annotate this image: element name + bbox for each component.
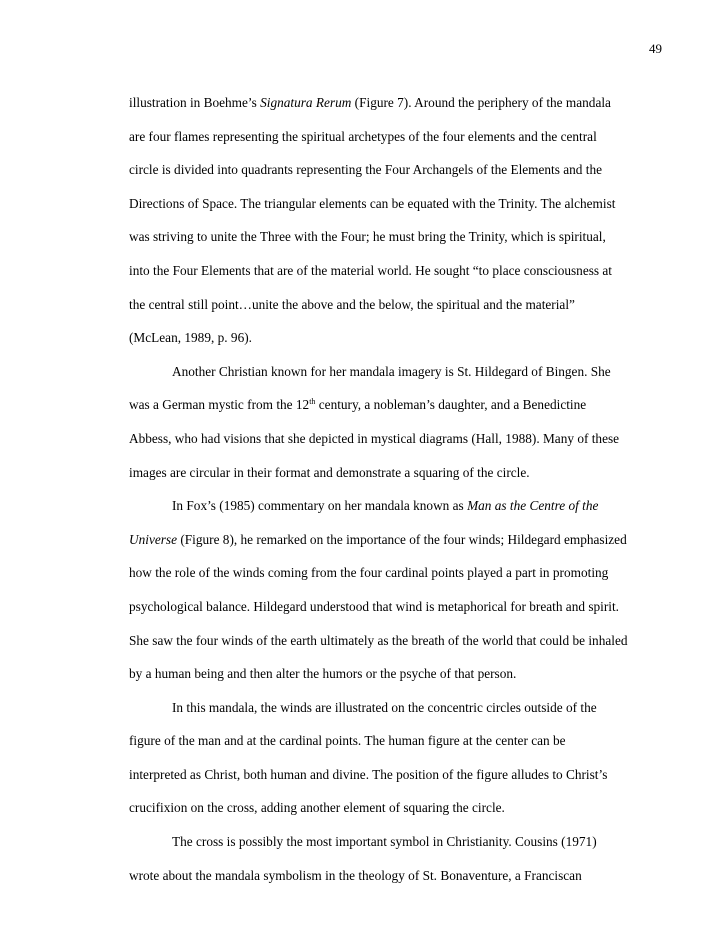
- text-segment: Directions of Space. The triangular elements can be equated with the Trinity. The alchemist: [129, 195, 616, 211]
- superscript-text: th: [309, 397, 316, 407]
- text-segment: by a human being and then alter the humors or the psyche of that person.: [129, 666, 517, 682]
- italic-text: Universe: [129, 531, 177, 547]
- text-line: [129, 590, 664, 624]
- text-line: [129, 859, 664, 893]
- text-segment: She saw the four winds of the earth ultimately as the breath of the world that could be inhaled: [129, 632, 628, 648]
- text-line: [129, 321, 664, 355]
- text-line: [129, 254, 664, 288]
- text-segment: (McLean, 1989, p. 96).: [129, 330, 252, 346]
- text-segment: (Figure 7). Around the periphery of the mandala: [351, 95, 611, 110]
- text-line: [129, 153, 664, 187]
- text-segment: psychological balance. Hildegard understood that wind is metaphorical for breath and spirit.: [129, 598, 619, 614]
- text-line: [129, 523, 664, 557]
- text-segment: illustration in Boehme’s: [129, 95, 261, 110]
- text-segment: how the role of the winds coming from the four cardinal points played a part in promoting: [129, 565, 609, 581]
- text-segment: was striving to unite the Three with the Four; he must bring the Trinity, which is spiritual,: [129, 229, 606, 245]
- text-line: [129, 120, 664, 154]
- text-segment: the central still point…unite the above and the below, the spiritual and the material”: [129, 296, 575, 312]
- text-segment: (Figure 8), he remarked on the importance of the four winds; Hildegard emphasized: [177, 531, 627, 547]
- text-segment: are four flames representing the spiritual archetypes of the four elements and the central: [129, 128, 597, 144]
- text-line: [129, 791, 664, 825]
- text-line: [129, 657, 664, 691]
- text-segment: images are circular in their format and demonstrate a squaring of the circle.: [129, 464, 530, 480]
- text-segment: wrote about the mandala symbolism in the theology of St. Bonaventure, a Franciscan: [129, 867, 582, 883]
- text-line: [129, 422, 664, 456]
- text-line: [129, 691, 664, 725]
- text-line: [129, 388, 664, 422]
- text-segment: interpreted as Christ, both human and divine. The position of the figure alludes to Christ’s: [129, 766, 608, 782]
- text-segment: Another Christian known for her mandala imagery is St. Hildegard of Bingen. She: [172, 363, 611, 379]
- italic-text: Man as the Centre of the: [467, 498, 599, 514]
- text-segment: Abbess, who had visions that she depicted in mystical diagrams (Hall, 1988). Many of these: [129, 430, 620, 446]
- text-segment: figure of the man and at the cardinal points. The human figure at the center can be: [129, 733, 566, 749]
- text-segment: In this mandala, the winds are illustrated on the concentric circles outside of the: [172, 699, 597, 715]
- text-line: [129, 624, 664, 658]
- text-segment: was a German mystic from the 12: [129, 397, 310, 413]
- text-line: [129, 489, 664, 523]
- italic-text: Signatura Rerum: [260, 95, 352, 110]
- text-line: [129, 825, 664, 859]
- text-line: [129, 724, 664, 758]
- text-segment: In Fox’s (1985) commentary on her mandala known as: [172, 498, 468, 514]
- page-number: 49: [649, 41, 662, 56]
- text-line: [129, 288, 664, 322]
- text-line: [129, 456, 664, 490]
- text-line: [129, 758, 664, 792]
- text-segment: The cross is possibly the most important symbol in Christianity. Cousins (1971): [172, 834, 597, 850]
- body-text: [129, 86, 664, 892]
- text-segment: into the Four Elements that are of the material world. He sought “to place consciousness at: [129, 262, 612, 278]
- text-line: [129, 220, 664, 254]
- text-line: [129, 556, 664, 590]
- text-line: [129, 187, 664, 221]
- text-line: [129, 86, 664, 120]
- text-segment: crucifixion on the cross, adding another element of squaring the circle.: [129, 800, 505, 816]
- text-line: [129, 355, 664, 389]
- text-segment: circle is divided into quadrants representing the Four Archangels of the Elements and the: [129, 162, 603, 178]
- text-segment: century, a nobleman’s daughter, and a Benedictine: [315, 397, 587, 413]
